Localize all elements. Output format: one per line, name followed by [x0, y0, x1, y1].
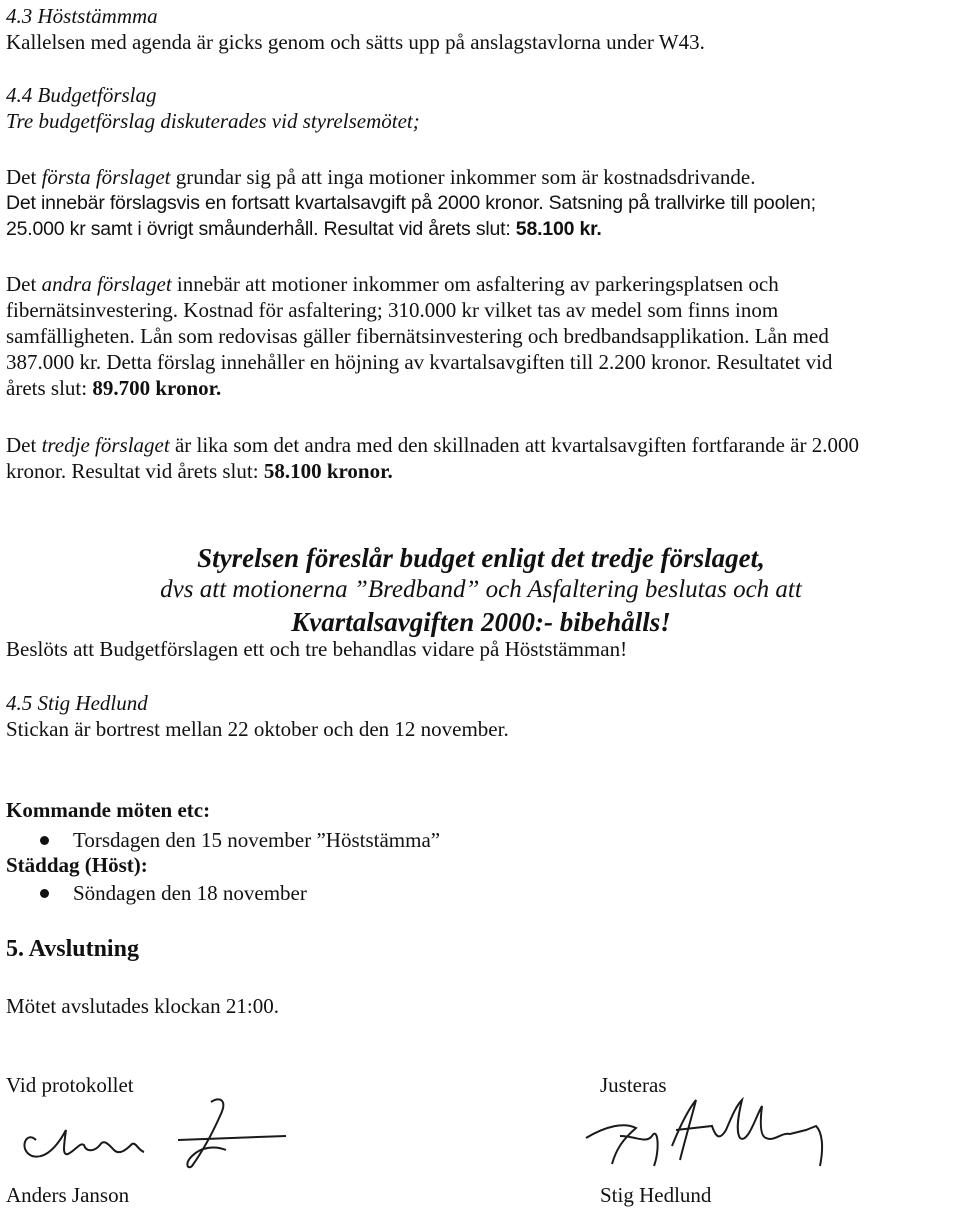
section-4-5-heading: 4.5 Stig Hedlund [6, 691, 148, 715]
section-4-4-heading-block [6, 82, 956, 134]
proposal-2-line-2: fibernätsinvestering. Kostnad för asfaltering; 310.000 kr vilket tas av medel som finns inom [6, 298, 779, 322]
left-signature-name: Anders Janson [6, 1183, 130, 1207]
bullet-icon [40, 889, 49, 898]
conclusion-line-2: dvs att motionerna ”Bredband” och Asfaltering beslutas och att [160, 576, 802, 603]
conclusion-line-3: Kvartalsavgiften 2000:- bibehålls! [291, 607, 671, 637]
proposal-2-result: 89.700 kronor. [92, 376, 222, 400]
proposal-3-paragraph: Det tredje förslaget är lika som det andra med den skillnaden att kvartalsavgiften fortfarande är 2.000 kronor. Resultat vid årets slut: 58.100 kronor. [6, 433, 859, 483]
section-4-3 [6, 3, 956, 55]
decision-text: Beslöts att Budgetförslagen ett och tre behandlas vidare på Höststämman! [6, 637, 628, 661]
upcoming-heading: Kommande möten etc: [6, 798, 211, 822]
list-item: Torsdagen den 15 november ”Höststämma” [40, 827, 940, 853]
proposal-2-paragraph: Det andra förslaget innebär att motioner inkommer om asfaltering av parkeringsplatsen och fibernätsinvestering. Kostnad för asfaltering; 310.000 kr vilket tas av medel som finns inom samfälligheten. Lån som redovisas gäller fibernätsinvestering och bredbandsapplikation. Lån med 387.000 kr. Detta förslag innehåller en höjning av kvartalsavgiften till 2.200 kronor. Resultatet vid årets slut: 89.700 kronor. [6, 271, 956, 401]
proposal-2-line-3: samfälligheten. Lån som redovisas gäller fibernätsinvestering och bredbandsapplikation. Lån med [6, 324, 829, 348]
section-4-5-text: Stickan är bortrest mellan 22 oktober och den 12 november. [6, 717, 509, 741]
proposal-3-term: tredje förslaget [41, 433, 170, 457]
proposal-1-result: 58.100 kr. [515, 218, 602, 240]
right-signature-label: Justeras [600, 1073, 667, 1097]
proposal-3-result: 58.100 kronor. [263, 459, 393, 483]
section-5-heading: 5. Avslutning [6, 936, 139, 962]
upcoming-meetings [6, 797, 956, 907]
board-conclusion [6, 541, 956, 639]
list-item: Söndagen den 18 november [40, 880, 940, 906]
proposal-2-line-4: 387.000 kr. Detta förslag innehåller en höjning av kvartalsavgiften till 2.200 kronor. Resultatet vid [6, 350, 833, 374]
section-4-4-heading: 4.4 Budgetförslag [6, 83, 157, 107]
proposal-1-line-2: Det innebär förslagsvis en fortsatt kvartalsavgift på 2000 kronor. Satsning på trallvirke till poolen; [6, 192, 816, 214]
proposal-1-paragraph: Det första förslaget grundar sig på att inga motioner inkommer som är kostnadsdrivande. Det innebär förslagsvis en fortsatt kvartalsavgift på 2000 kronor. Satsning på trallvirke till poolen; 25.000 kr samt i övrigt småunderhåll. Resultat vid årets slut: 58.100 kr. [6, 164, 956, 242]
section-4-4-subheading: Tre budgetförslag diskuterades vid styrelsemötet; [6, 109, 420, 133]
left-signature-image [6, 1090, 306, 1180]
bullet-icon [40, 836, 49, 845]
section-5 [6, 936, 956, 962]
cleaning-day-heading: Städdag (Höst): [6, 853, 148, 877]
section-4-3-heading: 4.3 Höststämmma [6, 4, 158, 28]
right-signature-name: Stig Hedlund [600, 1183, 712, 1207]
conclusion-line-1: Styrelsen föreslår budget enligt det tredje förslaget, [197, 543, 765, 573]
right-signature-image [576, 1086, 846, 1176]
proposal-1-term: första förslaget [41, 165, 171, 189]
section-4-5 [6, 690, 956, 742]
section-5-text: Mötet avslutades klockan 21:00. [6, 994, 279, 1018]
left-signature-label: Vid protokollet [6, 1073, 134, 1097]
section-4-3-text: Kallelsen med agenda är gicks genom och sätts upp på anslagstavlorna under W43. [6, 30, 705, 54]
proposal-2-term: andra förslaget [41, 272, 172, 296]
